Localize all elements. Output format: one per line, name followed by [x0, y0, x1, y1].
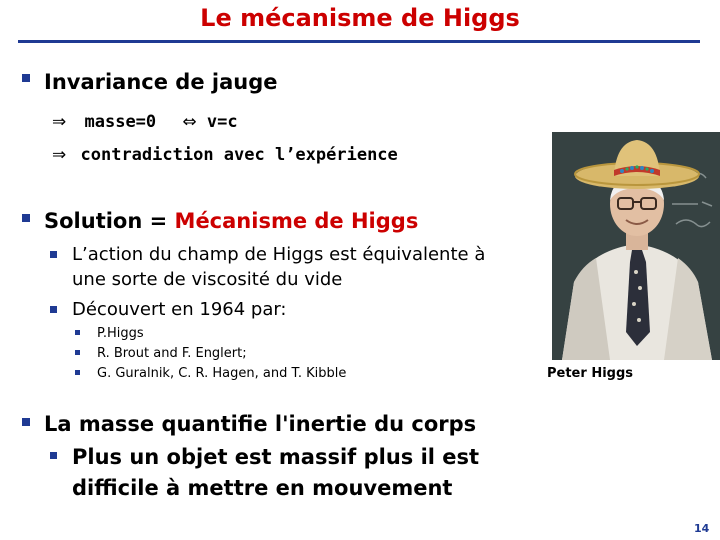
sub-bullet-massive-line2: difficile à mettre en mouvement [72, 476, 453, 500]
sub-sub-bullet-marker [75, 350, 80, 355]
sub-sub-bullet-marker [75, 370, 80, 375]
solution-highlight: Mécanisme de Higgs [174, 209, 419, 233]
bullet-marker [22, 74, 30, 82]
sub-bullet-marker [50, 452, 57, 459]
sub-bullet-action-line2: une sorte de viscosité du vide [72, 269, 343, 290]
iff-icon: ⇔ [182, 112, 197, 132]
implication-mass-line [52, 112, 238, 132]
page-number: 14 [694, 522, 710, 535]
title-underline [18, 40, 700, 43]
contradiction-text: contradiction avec l’expérience [80, 145, 398, 165]
solution-prefix: Solution = [44, 209, 175, 233]
implies-icon: ⇒ [52, 112, 67, 132]
mass-equation: masse=0 [84, 112, 157, 132]
sub-bullet-marker [50, 251, 57, 258]
speed-equation: v=c [206, 112, 238, 132]
slide-title: Le mécanisme de Higgs [200, 4, 520, 32]
implies-icon: ⇒ [52, 145, 67, 165]
sub-bullet-marker [50, 306, 57, 313]
sub-bullet-massive-line1: Plus un objet est massif plus il est [72, 445, 480, 469]
bullet-solution [44, 209, 418, 233]
bullet-marker [22, 418, 30, 426]
discoverer-item: P.Higgs [97, 326, 144, 341]
peter-higgs-photo [552, 132, 720, 360]
discoverer-item: R. Brout and F. Englert; [97, 346, 247, 361]
bullet-gauge-invariance: Invariance de jauge [44, 70, 278, 94]
discoverer-item: G. Guralnik, C. R. Hagen, and T. Kibble [97, 366, 347, 381]
photo-caption: Peter Higgs [547, 366, 633, 381]
sub-bullet-discovered: Découvert en 1964 par: [72, 299, 287, 320]
bullet-marker [22, 214, 30, 222]
sub-bullet-action-line1: L’action du champ de Higgs est équivalente à [72, 244, 486, 265]
sub-sub-bullet-marker [75, 330, 80, 335]
implication-contradiction-line [52, 145, 398, 165]
bullet-mass-inertia: La masse quantifie l'inertie du corps [44, 412, 477, 436]
